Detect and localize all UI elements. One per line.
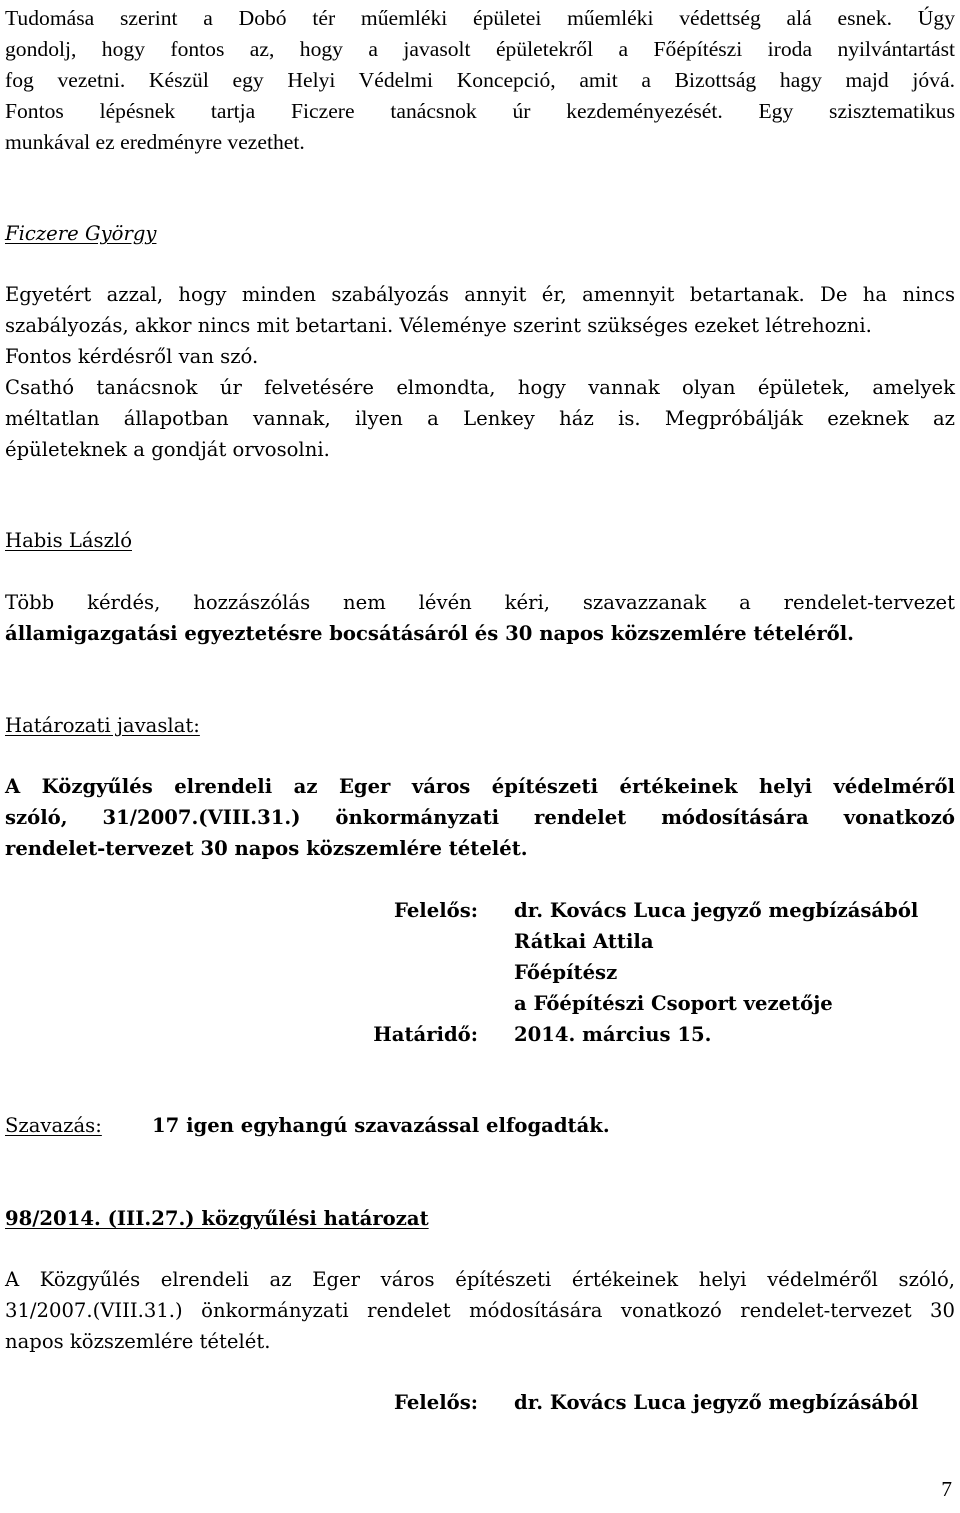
habis-line-1: Több kérdés, hozzászólás nem lévén kéri, szavazzanak a rendelet-tervezet xyxy=(5,591,955,614)
proposal-line-1: A Közgyűlés elrendeli az Eger város építészeti értékeinek helyi védelméről xyxy=(5,775,955,798)
speaker-name-ficzere: Ficzere György xyxy=(5,222,157,245)
ficzere-line-3: Fontos kérdésről van szó. xyxy=(5,345,259,368)
resolution-heading: 98/2014. (III.27.) közgyűlési határozat xyxy=(5,1207,429,1230)
vote-result: 17 igen egyhangú szavazással elfogadták. xyxy=(152,1114,610,1137)
deadline-value: 2014. március 15. xyxy=(514,1023,712,1046)
deadline-label: Határidő: xyxy=(373,1023,478,1046)
ficzere-line-4: Csathó tanácsnok úr felvetésére elmondta, hogy vannak olyan épületek, amelyek xyxy=(5,376,955,399)
ficzere-line-6: épületeknek a gondját orvosolni. xyxy=(5,438,330,461)
vote-label: Szavazás: xyxy=(5,1114,102,1137)
resolution-responsible-value: dr. Kovács Luca jegyző megbízásából xyxy=(514,1391,919,1414)
proposal-line-2: szóló, 31/2007.(VIII.31.) önkormányzati rendelet módosítására vonatkozó xyxy=(5,806,955,829)
responsible-line-3: Főépítész xyxy=(514,961,618,984)
habis-line-2: államigazgatási egyeztetésre bocsátásáról és 30 napos közszemlére tételéről. xyxy=(5,622,855,645)
intro-line-5: munkával ez eredményre vezethet. xyxy=(5,130,305,154)
intro-line-3: fog vezetni. Készül egy Helyi Védelmi Koncepció, amit a Bizottság hagy majd jóvá. xyxy=(5,68,955,92)
resolution-line-1: A Közgyűlés elrendeli az Eger város építészeti értékeinek helyi védelméről szóló, xyxy=(5,1268,955,1291)
page-number: 7 xyxy=(941,1477,952,1501)
responsible-line-4: a Főépítészi Csoport vezetője xyxy=(514,992,833,1015)
ficzere-line-1: Egyetért azzal, hogy minden szabályozás annyit ér, amennyit betartanak. De ha nincs xyxy=(5,283,955,306)
ficzere-line-2: szabályozás, akkor nincs mit betartani. Véleménye szerint szükséges ezeket létrehozni. xyxy=(5,314,872,337)
resolution-line-2: 31/2007.(VIII.31.) önkormányzati rendelet módosítására vonatkozó rendelet-tervezet 30 xyxy=(5,1299,955,1322)
ficzere-line-5: méltatlan állapotban vannak, ilyen a Lenkey ház is. Megpróbálják ezeknek az xyxy=(5,407,955,430)
resolution-line-3: napos közszemlére tételét. xyxy=(5,1330,271,1353)
proposal-heading: Határozati javaslat: xyxy=(5,714,200,737)
responsible-line-2: Rátkai Attila xyxy=(514,930,654,953)
responsible-line-1: dr. Kovács Luca jegyző megbízásából xyxy=(514,899,919,922)
resolution-responsible-label: Felelős: xyxy=(394,1391,478,1414)
proposal-line-3: rendelet-tervezet 30 napos közszemlére tételét. xyxy=(5,837,528,860)
intro-line-4: Fontos lépésnek tartja Ficzere tanácsnok úr kezdeményezését. Egy szisztematikus xyxy=(5,99,955,123)
intro-line-1: Tudomása szerint a Dobó tér műemléki épületei műemléki védettség alá esnek. Úgy xyxy=(5,6,955,30)
intro-line-2: gondolj, hogy fontos az, hogy a javasolt épületekről a Főépítészi iroda nyilvántartást xyxy=(5,37,955,61)
speaker-name-habis: Habis László xyxy=(5,529,132,552)
responsible-label: Felelős: xyxy=(394,899,478,922)
